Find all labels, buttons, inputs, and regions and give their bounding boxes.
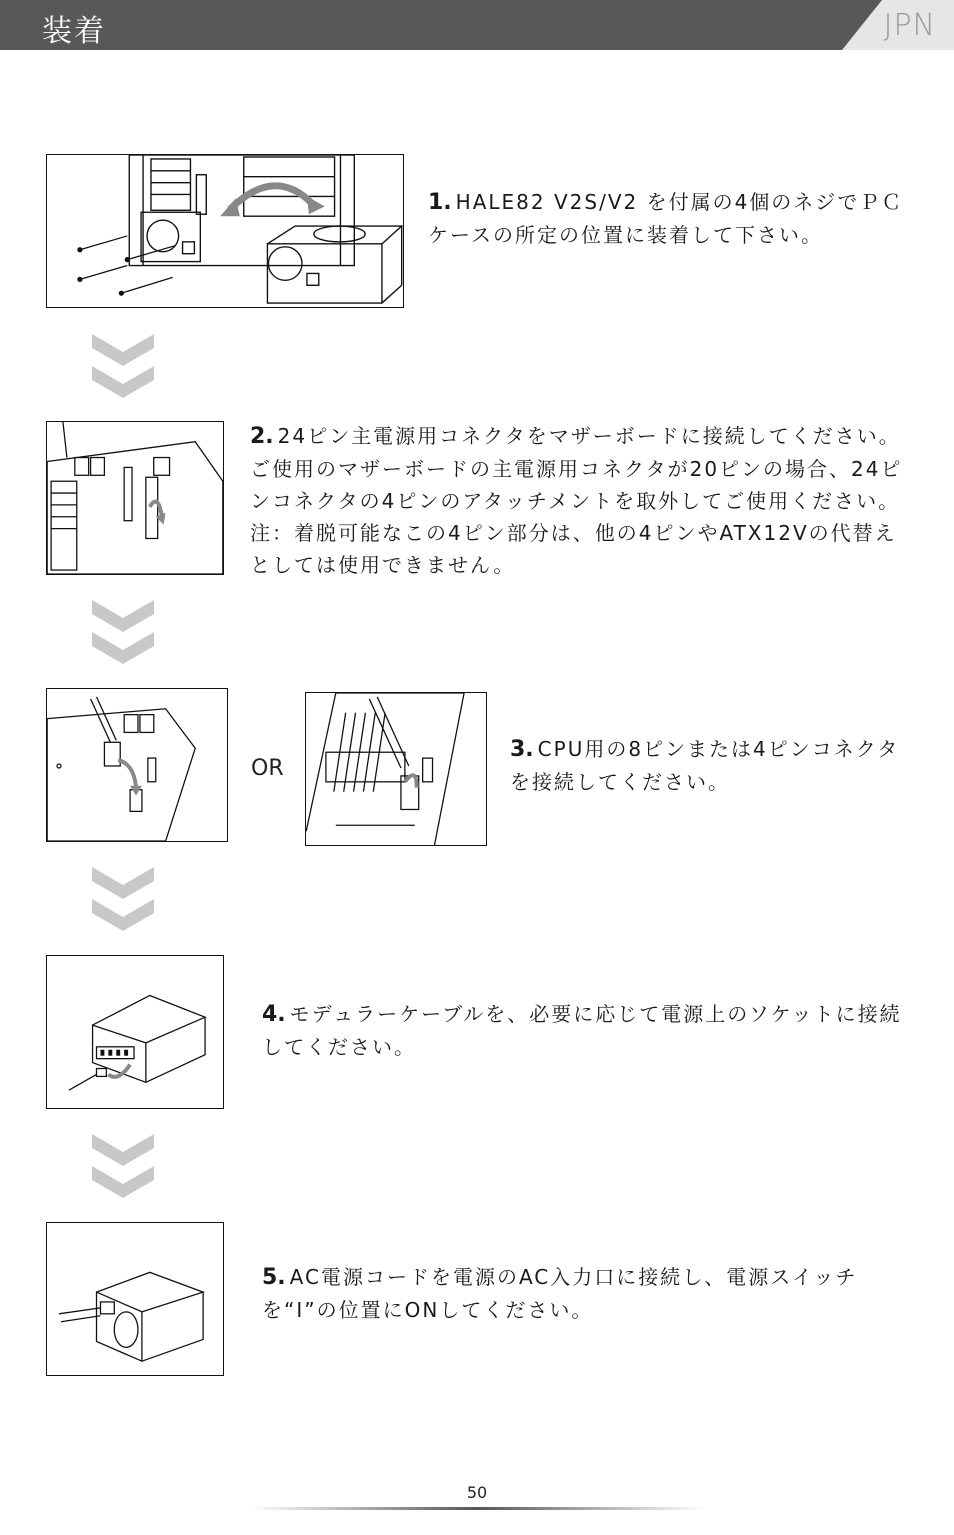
chevron-down-icon (92, 334, 154, 398)
step-1-text (428, 186, 908, 251)
page-title: 装着 (42, 14, 106, 49)
figure-modular-cable (46, 955, 224, 1109)
step-4-number: 4. (262, 1002, 286, 1027)
motherboard-24pin-illustration (47, 422, 223, 574)
step-1-line: HALE82 V2S/V2 を付属の4個のネジでＰＣケースの所定の位置に装着して下さい。 (428, 190, 904, 247)
psu-install-illustration (47, 155, 403, 307)
figure-cpu-connector-a (46, 688, 228, 842)
modular-cable-illustration (47, 956, 223, 1108)
step-3-line: CPU用の8ピンまたは4ピンコネクタを接続してください。 (510, 737, 900, 794)
figure-cpu-connector-b (305, 692, 487, 846)
cpu-connector-illustration-a (47, 689, 227, 841)
or-label: OR (251, 756, 284, 781)
ac-cord-illustration (47, 1223, 223, 1375)
step-5-line: AC電源コードを電源のAC入力口に接続し、電源スイッチを“I”の位置にONしてください。 (262, 1265, 858, 1322)
page-header (0, 0, 954, 50)
step-3-text (510, 733, 908, 798)
chevron-down-icon (92, 600, 154, 664)
step-4-text (262, 998, 912, 1063)
step-2-note: 注：着脱可能なこの4ピン部分は、他の4ピンやATX12Vの代替えとしては使用できません。 (250, 521, 897, 577)
figure-ac-cord (46, 1222, 224, 1376)
step-2-line: 24ピン主電源用コネクタをマザーボードに接続してください。ご使用のマザーボードの主電源用コネクタが20ピンの場合、24ピンコネクタの4ピンのアタッチメントを取外してご使用ください。 (250, 424, 903, 513)
step-2-number: 2. (250, 424, 274, 449)
header-bar (0, 0, 954, 50)
figure-24pin-connector (46, 421, 224, 575)
step-3-number: 3. (510, 737, 534, 762)
cpu-connector-illustration-b (306, 693, 486, 845)
step-2-text (250, 420, 912, 581)
footer-rule (250, 1507, 704, 1510)
page-number: 50 (466, 1483, 488, 1502)
step-5-number: 5. (262, 1265, 286, 1290)
figure-psu-install (46, 154, 404, 308)
step-5-text (262, 1261, 912, 1326)
step-1-number: 1. (428, 190, 452, 215)
language-label: JPN (883, 8, 936, 43)
chevron-down-icon (92, 1134, 154, 1198)
step-4-line: モデュラーケーブルを、必要に応じて電源上のソケットに接続してください。 (262, 1002, 902, 1059)
chevron-down-icon (92, 867, 154, 931)
